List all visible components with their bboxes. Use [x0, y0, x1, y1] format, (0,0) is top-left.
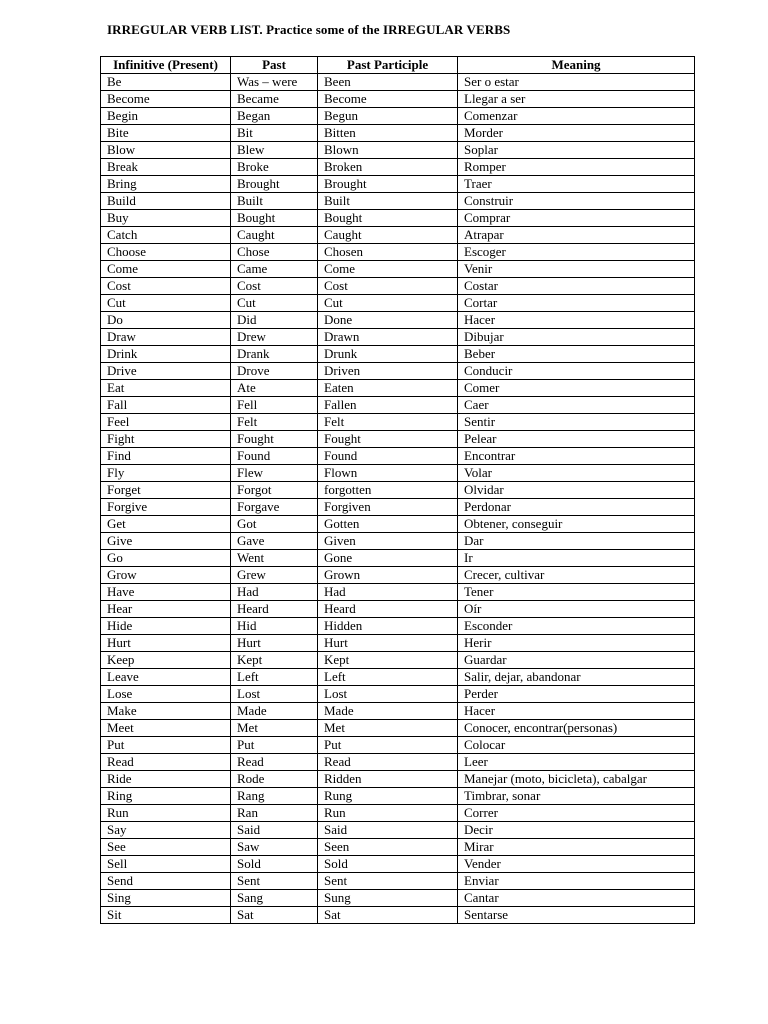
past-participle-cell: Caught [318, 227, 458, 244]
table-row [101, 329, 695, 346]
past-participle-cell: Put [318, 737, 458, 754]
past-participle-cell: Grown [318, 567, 458, 584]
infinitive-cell: Go [101, 550, 231, 567]
past-participle-cell: Found [318, 448, 458, 465]
table-row [101, 720, 695, 737]
infinitive-cell: Lose [101, 686, 231, 703]
table-row [101, 91, 695, 108]
infinitive-cell: Feel [101, 414, 231, 431]
meaning-cell: Costar [458, 278, 695, 295]
table-row [101, 618, 695, 635]
table-row [101, 856, 695, 873]
infinitive-cell: Fly [101, 465, 231, 482]
past-cell: Got [231, 516, 318, 533]
meaning-cell: Venir [458, 261, 695, 278]
table-row [101, 465, 695, 482]
table-row [101, 363, 695, 380]
meaning-cell: Esconder [458, 618, 695, 635]
past-participle-cell: Eaten [318, 380, 458, 397]
past-participle-cell: Blown [318, 142, 458, 159]
infinitive-cell: Make [101, 703, 231, 720]
infinitive-cell: Catch [101, 227, 231, 244]
past-cell: Said [231, 822, 318, 839]
infinitive-cell: Become [101, 91, 231, 108]
table-row [101, 159, 695, 176]
infinitive-cell: Meet [101, 720, 231, 737]
past-participle-cell: Heard [318, 601, 458, 618]
table-row [101, 312, 695, 329]
past-participle-cell: Forgiven [318, 499, 458, 516]
meaning-cell: Conocer, encontrar(personas) [458, 720, 695, 737]
infinitive-cell: Blow [101, 142, 231, 159]
meaning-cell: Obtener, conseguir [458, 516, 695, 533]
meaning-cell: Decir [458, 822, 695, 839]
meaning-cell: Atrapar [458, 227, 695, 244]
table-row [101, 227, 695, 244]
infinitive-cell: Break [101, 159, 231, 176]
past-cell: Found [231, 448, 318, 465]
infinitive-cell: Drive [101, 363, 231, 380]
past-cell: Flew [231, 465, 318, 482]
meaning-cell: Comprar [458, 210, 695, 227]
header-past: Past [231, 57, 318, 74]
infinitive-cell: Cost [101, 278, 231, 295]
past-cell: Built [231, 193, 318, 210]
past-cell: Did [231, 312, 318, 329]
meaning-cell: Guardar [458, 652, 695, 669]
past-participle-cell: Lost [318, 686, 458, 703]
infinitive-cell: Keep [101, 652, 231, 669]
infinitive-cell: Find [101, 448, 231, 465]
infinitive-cell: Sit [101, 907, 231, 924]
past-cell: Cost [231, 278, 318, 295]
infinitive-cell: Build [101, 193, 231, 210]
past-cell: Drank [231, 346, 318, 363]
meaning-cell: Hacer [458, 312, 695, 329]
meaning-cell: Hacer [458, 703, 695, 720]
past-cell: Rang [231, 788, 318, 805]
past-participle-cell: Given [318, 533, 458, 550]
past-participle-cell: Done [318, 312, 458, 329]
meaning-cell: Timbrar, sonar [458, 788, 695, 805]
meaning-cell: Leer [458, 754, 695, 771]
infinitive-cell: Ring [101, 788, 231, 805]
table-row [101, 176, 695, 193]
meaning-cell: Escoger [458, 244, 695, 261]
meaning-cell: Volar [458, 465, 695, 482]
meaning-cell: Comenzar [458, 108, 695, 125]
past-cell: Came [231, 261, 318, 278]
infinitive-cell: Fall [101, 397, 231, 414]
table-row [101, 533, 695, 550]
past-cell: Made [231, 703, 318, 720]
past-cell: Broke [231, 159, 318, 176]
table-body [101, 74, 695, 924]
infinitive-cell: See [101, 839, 231, 856]
infinitive-cell: Be [101, 74, 231, 91]
table-row [101, 550, 695, 567]
past-cell: Met [231, 720, 318, 737]
table-row [101, 839, 695, 856]
table-row [101, 516, 695, 533]
meaning-cell: Correr [458, 805, 695, 822]
table-row [101, 380, 695, 397]
table-row [101, 737, 695, 754]
meaning-cell: Pelear [458, 431, 695, 448]
infinitive-cell: Ride [101, 771, 231, 788]
table-row [101, 601, 695, 618]
meaning-cell: Traer [458, 176, 695, 193]
table-row [101, 788, 695, 805]
header-meaning: Meaning [458, 57, 695, 74]
past-cell: Forgave [231, 499, 318, 516]
meaning-cell: Colocar [458, 737, 695, 754]
past-cell: Forgot [231, 482, 318, 499]
past-participle-cell: Been [318, 74, 458, 91]
table-row [101, 669, 695, 686]
table-row [101, 771, 695, 788]
past-participle-cell: Chosen [318, 244, 458, 261]
infinitive-cell: Buy [101, 210, 231, 227]
meaning-cell: Crecer, cultivar [458, 567, 695, 584]
meaning-cell: Sentir [458, 414, 695, 431]
meaning-cell: Mirar [458, 839, 695, 856]
infinitive-cell: Bring [101, 176, 231, 193]
past-participle-cell: Drunk [318, 346, 458, 363]
meaning-cell: Cortar [458, 295, 695, 312]
irregular-verb-table [100, 56, 695, 924]
past-participle-cell: Bought [318, 210, 458, 227]
past-participle-cell: Become [318, 91, 458, 108]
meaning-cell: Herir [458, 635, 695, 652]
past-cell: Heard [231, 601, 318, 618]
infinitive-cell: Sell [101, 856, 231, 873]
infinitive-cell: Cut [101, 295, 231, 312]
past-cell: Saw [231, 839, 318, 856]
past-cell: Caught [231, 227, 318, 244]
past-cell: Hid [231, 618, 318, 635]
infinitive-cell: Run [101, 805, 231, 822]
past-participle-cell: Gotten [318, 516, 458, 533]
table-row [101, 397, 695, 414]
infinitive-cell: Have [101, 584, 231, 601]
meaning-cell: Oír [458, 601, 695, 618]
infinitive-cell: Bite [101, 125, 231, 142]
table-row [101, 74, 695, 91]
table-row [101, 703, 695, 720]
table-row [101, 652, 695, 669]
meaning-cell: Manejar (moto, bicicleta), cabalgar [458, 771, 695, 788]
infinitive-cell: Hurt [101, 635, 231, 652]
table-row [101, 142, 695, 159]
meaning-cell: Vender [458, 856, 695, 873]
infinitive-cell: Draw [101, 329, 231, 346]
past-participle-cell: Met [318, 720, 458, 737]
past-cell: Was – were [231, 74, 318, 91]
past-cell: Bit [231, 125, 318, 142]
infinitive-cell: Leave [101, 669, 231, 686]
past-participle-cell: Flown [318, 465, 458, 482]
infinitive-cell: Fight [101, 431, 231, 448]
past-cell: Felt [231, 414, 318, 431]
past-cell: Read [231, 754, 318, 771]
past-participle-cell: Sent [318, 873, 458, 890]
table-row [101, 108, 695, 125]
infinitive-cell: Choose [101, 244, 231, 261]
infinitive-cell: Come [101, 261, 231, 278]
past-participle-cell: Hidden [318, 618, 458, 635]
past-cell: Chose [231, 244, 318, 261]
past-cell: Became [231, 91, 318, 108]
table-row [101, 584, 695, 601]
meaning-cell: Comer [458, 380, 695, 397]
header-past-participle: Past Participle [318, 57, 458, 74]
past-participle-cell: Driven [318, 363, 458, 380]
past-participle-cell: Hurt [318, 635, 458, 652]
table-row [101, 193, 695, 210]
past-participle-cell: Said [318, 822, 458, 839]
past-participle-cell: Gone [318, 550, 458, 567]
infinitive-cell: Forgive [101, 499, 231, 516]
infinitive-cell: Drink [101, 346, 231, 363]
past-cell: Sang [231, 890, 318, 907]
past-cell: Bought [231, 210, 318, 227]
past-cell: Drove [231, 363, 318, 380]
table-row [101, 907, 695, 924]
past-participle-cell: Broken [318, 159, 458, 176]
table-row [101, 499, 695, 516]
table-row [101, 210, 695, 227]
past-participle-cell: Sat [318, 907, 458, 924]
past-cell: Hurt [231, 635, 318, 652]
past-cell: Began [231, 108, 318, 125]
past-participle-cell: Kept [318, 652, 458, 669]
meaning-cell: Beber [458, 346, 695, 363]
past-cell: Left [231, 669, 318, 686]
infinitive-cell: Sing [101, 890, 231, 907]
table-row [101, 414, 695, 431]
table-row [101, 567, 695, 584]
meaning-cell: Llegar a ser [458, 91, 695, 108]
past-cell: Ate [231, 380, 318, 397]
past-participle-cell: Fallen [318, 397, 458, 414]
table-row [101, 754, 695, 771]
document-title: IRREGULAR VERB LIST. Practice some of the IRREGULAR VERBS [107, 22, 511, 37]
infinitive-cell: Get [101, 516, 231, 533]
meaning-cell: Construir [458, 193, 695, 210]
past-cell: Went [231, 550, 318, 567]
past-participle-cell: Seen [318, 839, 458, 856]
past-participle-cell: Cut [318, 295, 458, 312]
meaning-cell: Ir [458, 550, 695, 567]
past-cell: Blew [231, 142, 318, 159]
meaning-cell: Caer [458, 397, 695, 414]
past-participle-cell: Cost [318, 278, 458, 295]
meaning-cell: Salir, dejar, abandonar [458, 669, 695, 686]
table-row [101, 295, 695, 312]
meaning-cell: Sentarse [458, 907, 695, 924]
past-participle-cell: Come [318, 261, 458, 278]
past-cell: Rode [231, 771, 318, 788]
past-cell: Had [231, 584, 318, 601]
past-participle-cell: Made [318, 703, 458, 720]
table-row [101, 261, 695, 278]
past-cell: Gave [231, 533, 318, 550]
past-cell: Lost [231, 686, 318, 703]
past-cell: Drew [231, 329, 318, 346]
table-row [101, 448, 695, 465]
infinitive-cell: Give [101, 533, 231, 550]
meaning-cell: Ser o estar [458, 74, 695, 91]
meaning-cell: Morder [458, 125, 695, 142]
past-participle-cell: Ridden [318, 771, 458, 788]
past-cell: Cut [231, 295, 318, 312]
meaning-cell: Dar [458, 533, 695, 550]
table-row [101, 278, 695, 295]
past-participle-cell: Rung [318, 788, 458, 805]
meaning-cell: Perdonar [458, 499, 695, 516]
past-participle-cell: Fought [318, 431, 458, 448]
table-row [101, 822, 695, 839]
table-row [101, 431, 695, 448]
meaning-cell: Encontrar [458, 448, 695, 465]
table-row [101, 244, 695, 261]
infinitive-cell: Do [101, 312, 231, 329]
past-participle-cell: Begun [318, 108, 458, 125]
table-row [101, 482, 695, 499]
past-cell: Sat [231, 907, 318, 924]
past-participle-cell: Felt [318, 414, 458, 431]
meaning-cell: Perder [458, 686, 695, 703]
infinitive-cell: Grow [101, 567, 231, 584]
table-row [101, 635, 695, 652]
past-cell: Fought [231, 431, 318, 448]
past-participle-cell: Left [318, 669, 458, 686]
past-participle-cell: Run [318, 805, 458, 822]
past-participle-cell: Sold [318, 856, 458, 873]
meaning-cell: Dibujar [458, 329, 695, 346]
past-cell: Fell [231, 397, 318, 414]
meaning-cell: Conducir [458, 363, 695, 380]
past-participle-cell: Read [318, 754, 458, 771]
infinitive-cell: Begin [101, 108, 231, 125]
past-cell: Ran [231, 805, 318, 822]
infinitive-cell: Read [101, 754, 231, 771]
table-row [101, 346, 695, 363]
past-participle-cell: Brought [318, 176, 458, 193]
meaning-cell: Tener [458, 584, 695, 601]
meaning-cell: Romper [458, 159, 695, 176]
table-row [101, 873, 695, 890]
past-participle-cell: Sung [318, 890, 458, 907]
table-header-row [101, 57, 695, 74]
meaning-cell: Cantar [458, 890, 695, 907]
meaning-cell: Enviar [458, 873, 695, 890]
table-row [101, 125, 695, 142]
past-participle-cell: Had [318, 584, 458, 601]
past-cell: Grew [231, 567, 318, 584]
past-participle-cell: Drawn [318, 329, 458, 346]
infinitive-cell: Forget [101, 482, 231, 499]
past-participle-cell: Built [318, 193, 458, 210]
past-participle-cell: forgotten [318, 482, 458, 499]
past-cell: Kept [231, 652, 318, 669]
past-cell: Brought [231, 176, 318, 193]
past-cell: Sent [231, 873, 318, 890]
past-cell: Sold [231, 856, 318, 873]
meaning-cell: Olvidar [458, 482, 695, 499]
table-row [101, 890, 695, 907]
infinitive-cell: Put [101, 737, 231, 754]
infinitive-cell: Hide [101, 618, 231, 635]
header-infinitive: Infinitive (Present) [101, 57, 231, 74]
past-participle-cell: Bitten [318, 125, 458, 142]
infinitive-cell: Say [101, 822, 231, 839]
table-row [101, 805, 695, 822]
meaning-cell: Soplar [458, 142, 695, 159]
infinitive-cell: Hear [101, 601, 231, 618]
table-row [101, 686, 695, 703]
past-cell: Put [231, 737, 318, 754]
infinitive-cell: Send [101, 873, 231, 890]
infinitive-cell: Eat [101, 380, 231, 397]
